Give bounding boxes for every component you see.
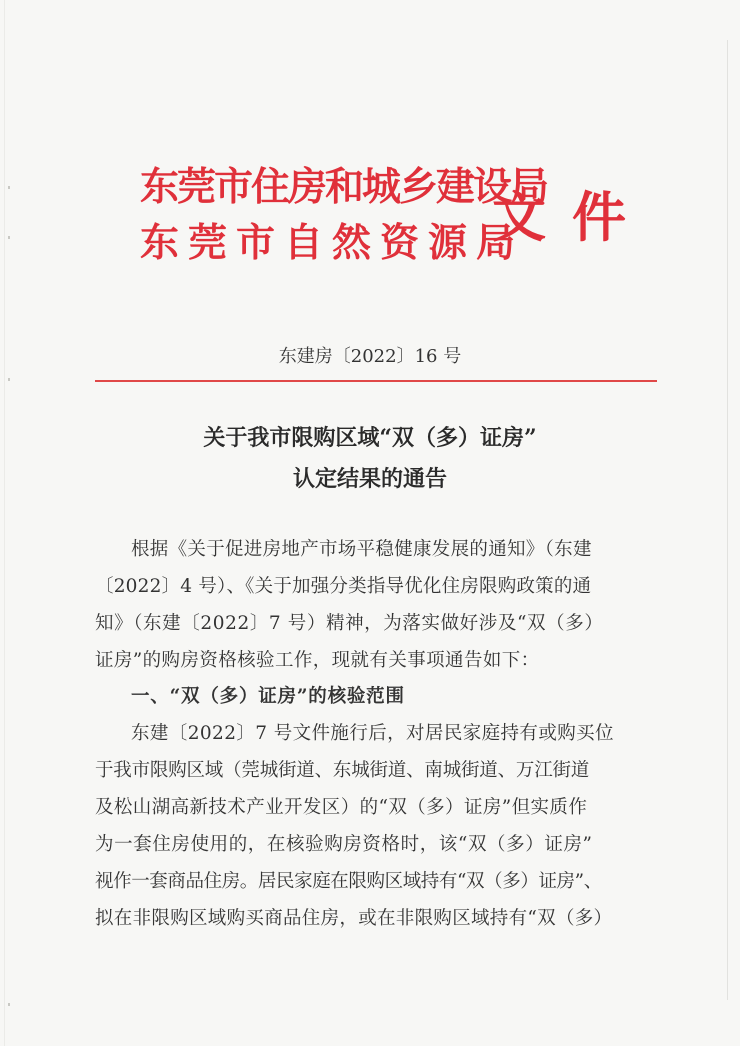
body-line: 知》（东建〔2022〕7 号）精神，为落实做好涉及“双（多） <box>95 613 604 634</box>
red-divider <box>95 380 657 382</box>
body-line: 根据《关于促进房地产市场平稳健康发展的通知》（东建 <box>131 539 592 560</box>
document-number: 东建房〔2022〕16 号 <box>278 346 462 367</box>
body-line: 于我市限购区域（莞城街道、东城街道、南城街道、万江街道 <box>95 760 590 781</box>
document-title-line-2: 认定结果的通告 <box>292 466 447 492</box>
binding-hole-mark <box>8 186 10 189</box>
binding-hole-mark <box>8 378 10 381</box>
issuing-org-2: 东莞市自然资源局 <box>140 220 525 266</box>
body-line: 为一套住房使用的，在核验购房资格时，该“双（多）证房” <box>95 834 593 855</box>
issuing-org-1: 东莞市住房和城乡建设局 <box>140 164 548 210</box>
body-line: 东建〔2022〕7 号文件施行后，对居民家庭持有或购买位 <box>131 723 614 744</box>
body-line: 及松山湖高新技术产业开发区）的“双（多）证房”但实质作 <box>95 797 588 818</box>
scan-edge-line <box>727 40 728 1000</box>
body-line: 视作一套商品住房。居民家庭在限购区域持有“双（多）证房”、 <box>95 871 602 892</box>
body-line: 证房”的购房资格核验工作，现就有关事项通告如下： <box>95 650 540 671</box>
scan-edge-line <box>4 0 5 1046</box>
document-type: 文件 <box>492 185 652 249</box>
document-title-line-1: 关于我市限购区域“双（多）证房” <box>203 425 537 451</box>
body-line: 〔2022〕4 号）、《关于加强分类指导优化住房限购政策的通 <box>95 576 592 597</box>
binding-hole-mark <box>8 236 10 239</box>
binding-hole-mark <box>8 1003 10 1006</box>
body-line: 拟在非限购区域购买商品住房，或在非限购区域持有“双（多） <box>95 908 613 929</box>
section-heading: 一、“双（多）证房”的核验范围 <box>131 686 405 707</box>
